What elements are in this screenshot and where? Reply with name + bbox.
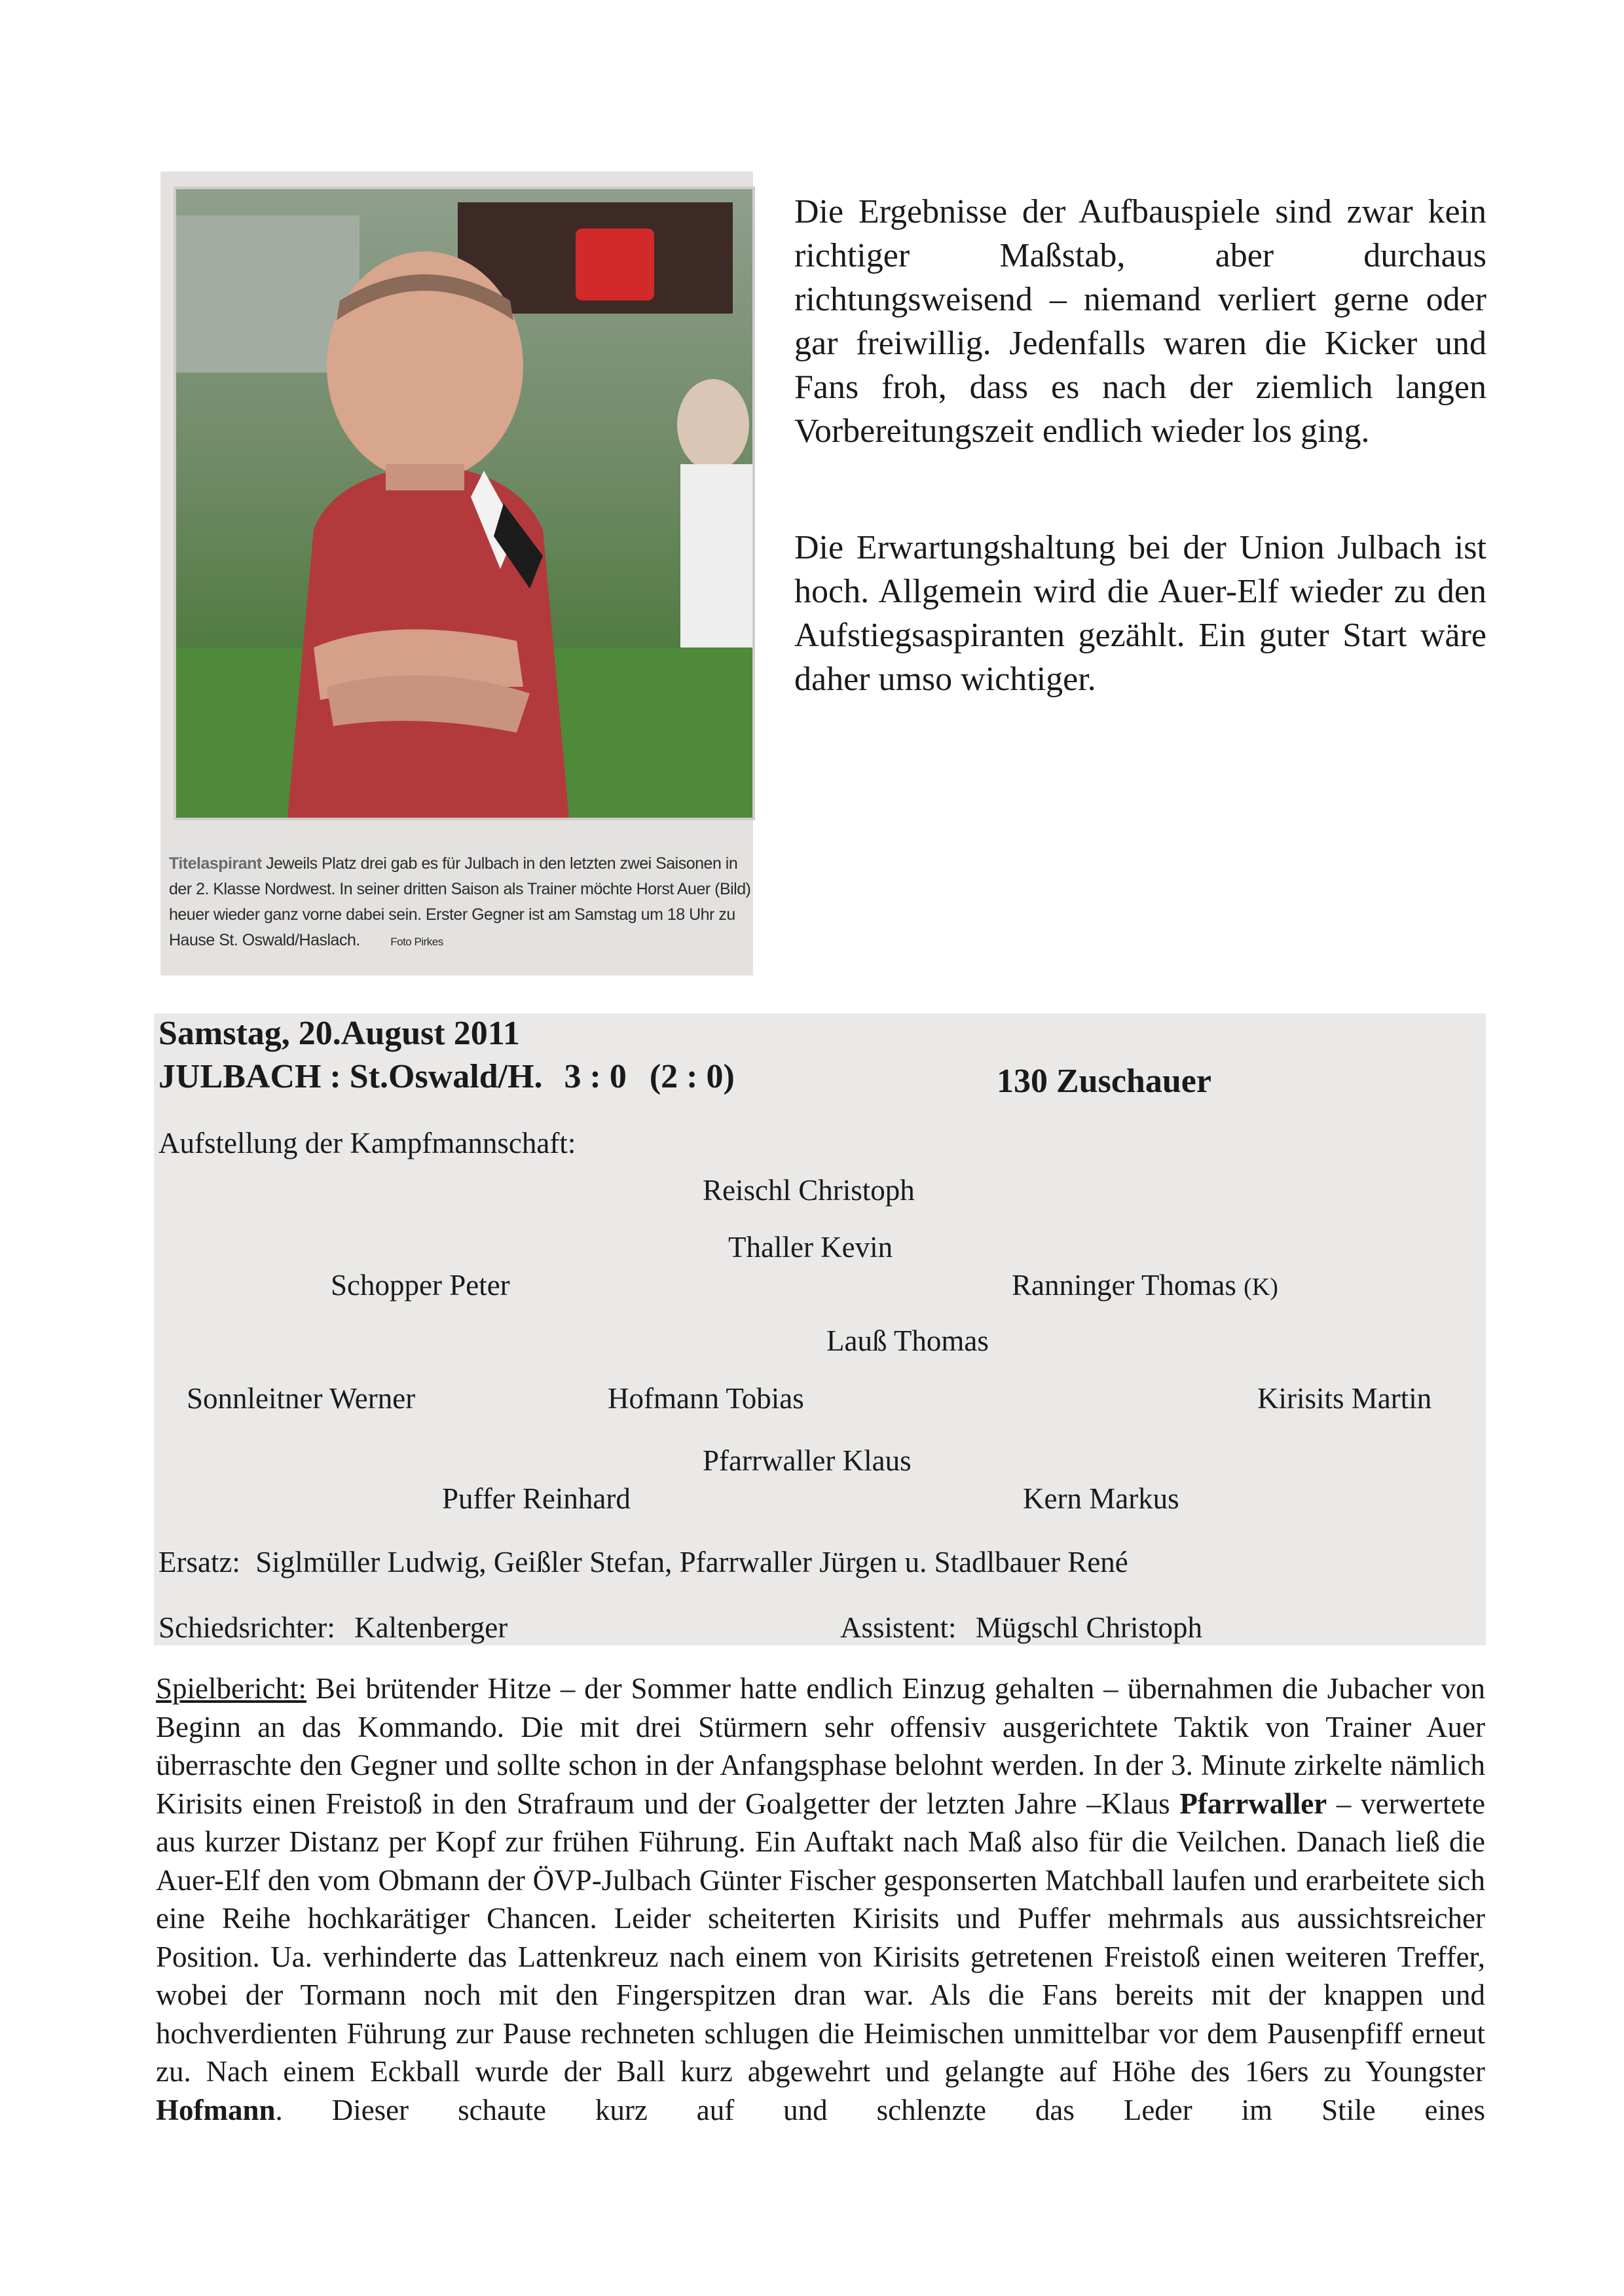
player-striker-left: Puffer Reinhard (442, 1482, 631, 1515)
substitutes-label: Ersatz: (158, 1546, 240, 1578)
report-label: Spielbericht: (156, 1672, 306, 1705)
match-teams: JULBACH : St.Oswald/H. (158, 1058, 543, 1095)
player-right-mid: Kirisits Martin (1257, 1382, 1432, 1415)
intro-paragraph-1: Die Ergebnisse der Aufbauspiele sind zwar kein richtiger Maßstab, aber durchaus richtungsweisend – niemand verliert gerne oder gar freiwillig. Jedenfalls waren die Kicker und Fans froh, dass es nach der ziemlich langen Vorbereitungszeit endlich wieder los ging. (794, 193, 1486, 450)
player-sweeper: Thaller Kevin (728, 1231, 893, 1264)
player-mid-center-left: Hofmann Tobias (608, 1382, 804, 1415)
coach-photo-image (176, 189, 752, 818)
caption-credit: Foto Pirkes (390, 936, 443, 948)
player-left-back: Schopper Peter (331, 1269, 510, 1302)
report-highlight-hofmann: Hofmann (156, 2093, 276, 2126)
player-striker-right: Kern Markus (1023, 1482, 1179, 1515)
player-right-back-name: Ranninger Thomas (1012, 1269, 1236, 1302)
match-halftime: (2 : 0) (649, 1058, 735, 1095)
report-highlight-pfarrwaller: Pfarrwaller (1179, 1787, 1327, 1820)
assistant-name: Mügschl Christoph (975, 1611, 1203, 1644)
player-left-mid: Sonnleitner Werner (187, 1382, 416, 1415)
match-score: 3 : 0 (564, 1058, 627, 1095)
lineup-label: Aufstellung der Kampfmannschaft: (158, 1127, 576, 1159)
assistant (840, 1611, 1202, 1645)
caption-keyword: Titelaspirant (169, 854, 262, 873)
referee-label: Schiedsrichter: (158, 1611, 335, 1644)
coach-photo (174, 187, 755, 820)
player-center-mid: Lauß Thomas (826, 1324, 989, 1357)
match-spectators: 130 Zuschauer (997, 1063, 1211, 1100)
assistant-label: Assistent: (840, 1611, 957, 1644)
photo-caption (169, 851, 752, 955)
match-result (158, 1057, 735, 1097)
report-text-3: . Dieser schaute kurz auf und schlenzte das Leder im Stile eines (275, 2093, 1485, 2126)
player-goalkeeper: Reischl Christoph (703, 1174, 915, 1207)
report-text-2: – verwertete aus kurzer Distanz per Kopf zur frühen Führung. Ein Auftakt nach Maß also für die Veilchen. Danach ließ die Auer-Elf den vom Obmann der ÖVP-Julbach Günter Fischer gesponserten Matchball laufen und erarbeitete sich eine Reihe hochkarätiger Chancen. Leider scheiterten Kirisits und Puffer mehrmals aus aussichtsreicher Position. Ua. verhinderte das Lattenkreuz nach einem von Kirisits getretenen Freistoß einen weiteren Treffer, wobei der Tormann noch mit den Fingerspitzen dran war. Als die Fans bereits mit der knappen und hochverdienten Führung zur Pause rechneten schlugen die Heimischen unmittelbar vor dem Pausenpfiff erneut zu. Nach einem Eckball wurde der Ball kurz abgewehrt und gelangte auf Höhe des 16ers zu Youngster (156, 1787, 1485, 2088)
substitutes (158, 1545, 1128, 1579)
substitutes-list: Siglmüller Ludwig, Geißler Stefan, Pfarrwaller Jürgen u. Stadlbauer René (255, 1546, 1128, 1578)
match-date: Samstag, 20.August 2011 (158, 1015, 520, 1052)
match-report (156, 1669, 1485, 2129)
report-text-1: Bei brütender Hitze – der Sommer hatte endlich Einzug gehalten – übernahmen die Jubacher von Beginn an das Kommando. Die mit drei Stürmern sehr offensiv ausgerichtete Taktik von Trainer Auer überraschte den Gegner und sollte schon in der Anfangsphase belohnt werden. In der 3. Minute zirkelte nämlich Kirisits einen Freistoß in den Strafraum und der Goalgetter der letzten Jahre –Klaus (156, 1672, 1485, 1820)
captain-mark: (K) (1244, 1273, 1278, 1301)
referee (158, 1611, 507, 1645)
intro-paragraph-2: Die Erwartungshaltung bei der Union Julbach ist hoch. Allgemein wird die Auer-Elf wieder zu den Aufstiegsaspiranten gezählt. Ein guter Start wäre daher umso wichtiger. (794, 529, 1486, 698)
referee-name: Kaltenberger (354, 1611, 508, 1644)
caption-text: Jeweils Platz drei gab es für Julbach in den letzten zwei Saisonen in der 2. Klasse Nordwest. In seiner dritten Saison als Trainer möchte Horst Auer (Bild) heuer wieder ganz vorne dabei sein. Erster Gegner ist am Samstag um 18 Uhr zu Hause St. Oswald/Haslach. (169, 854, 751, 949)
player-striker-center: Pfarrwaller Klaus (703, 1444, 912, 1477)
player-right-back (1012, 1268, 1278, 1304)
